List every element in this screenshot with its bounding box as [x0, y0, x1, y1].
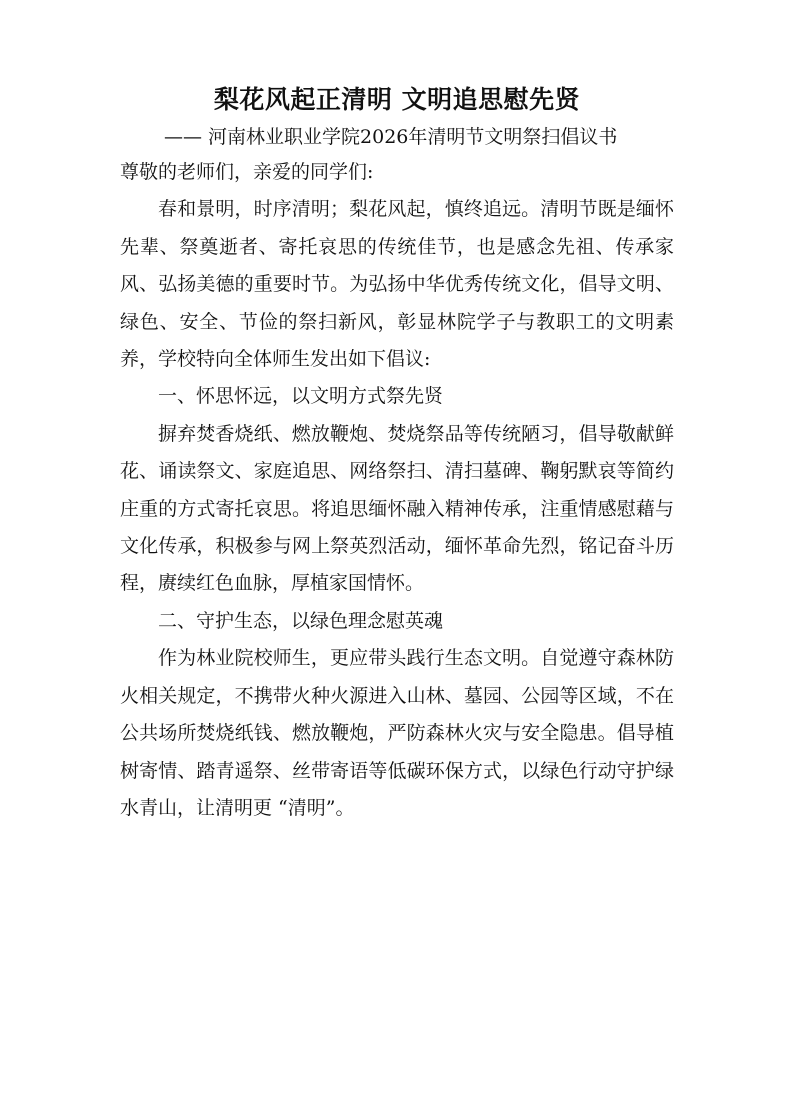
document-subtitle: —— 河南林业职业学院2026年清明节文明祭扫倡议书 — [164, 126, 618, 148]
salutation: 尊敬的老师们，亲爱的同学们: — [120, 161, 374, 183]
section-heading-2: 二、守护生态，以绿色理念慰英魂 — [158, 609, 444, 632]
document-title: 梨花风起正清明 文明追思慰先贤 — [213, 85, 581, 114]
intro-paragraph: 春和景明，时序清明；梨花风起，慎终追远。清明节既是缅怀先辈、祭奠逝者、寄托哀思的传统佳节，也是感念先祖、传承家风、弘扬美德的重要时节。为弘扬中华优秀传统文化，倡导文明、绿色、安全、节俭的祭扫新风，彰显林院学子与教职工的文明素养，学校特向全体师生发出如下倡议: — [120, 198, 674, 371]
section-body-2: 作为林业院校师生，更应带头践行生态文明。自觉遵守森林防火相关规定，不携带火种火源进入山林、墓园、公园等区域，不在公共场所焚烧纸钱、燃放鞭炮，严防森林火灾与安全隐患。倡导植树寄情、踏青遥祭、丝带寄语等低碳环保方式，以绿色行动守护绿水青山，让清明更 “清明”。 — [120, 647, 674, 819]
section-body-1: 摒弃焚香烧纸、燃放鞭炮、焚烧祭品等传统陋习，倡导敬献鲜花、诵读祭文、家庭追思、网络祭扫、清扫墓碑、鞠躬默哀等简约庄重的方式寄托哀思。将追思缅怀融入精神传承，注重情感慰藉与文化传承，积极参与网上祭英烈活动，缅怀革命先烈，铭记奋斗历程，赓续红色血脉，厚植家国情怀。 — [120, 422, 674, 595]
section-heading-1: 一、怀思怀远，以文明方式祭先贤 — [158, 385, 444, 408]
